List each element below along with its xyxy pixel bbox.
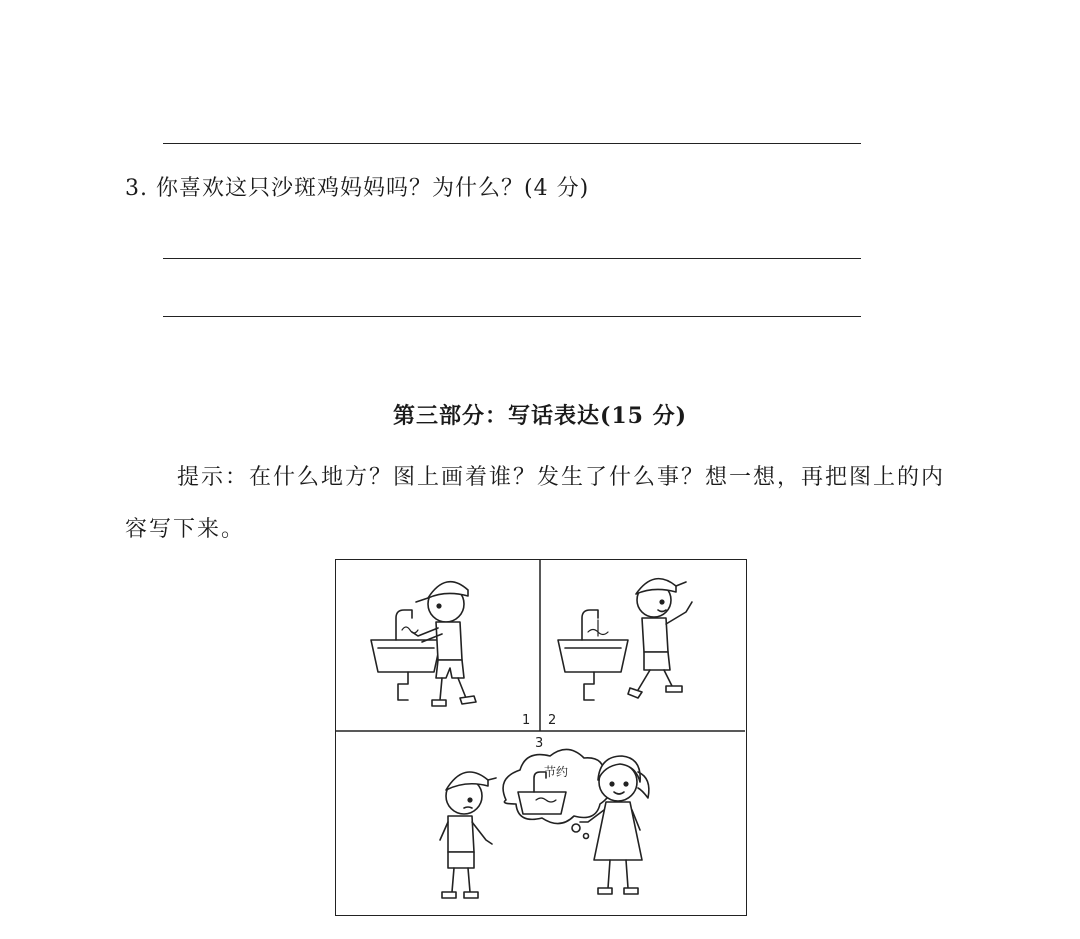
question-3 — [125, 171, 589, 202]
panel-2-drawing — [558, 579, 692, 700]
question-number: 3. — [125, 176, 148, 201]
hint-paragraph: 提示：在什么地方？图上画着谁？发生了什么事？想一想，再把图上的内容写下来。 — [125, 465, 946, 542]
cloud-sign-text: 节约 — [544, 765, 569, 779]
section-title: 第三部分：写话表达(15 分) — [392, 403, 688, 429]
panel-label-1: 1 — [522, 713, 531, 728]
answer-line-2[interactable] — [163, 258, 861, 259]
answer-line-1[interactable] — [163, 143, 861, 144]
panel-label-2: 2 — [548, 713, 557, 728]
comic-illustration — [335, 559, 747, 916]
panel-1-drawing — [371, 582, 476, 706]
question-text: 你喜欢这只沙斑鸡妈妈吗？为什么？(4 分) — [156, 176, 590, 201]
answer-line-3[interactable] — [163, 316, 861, 317]
panel-label-3: 3 — [535, 736, 544, 751]
